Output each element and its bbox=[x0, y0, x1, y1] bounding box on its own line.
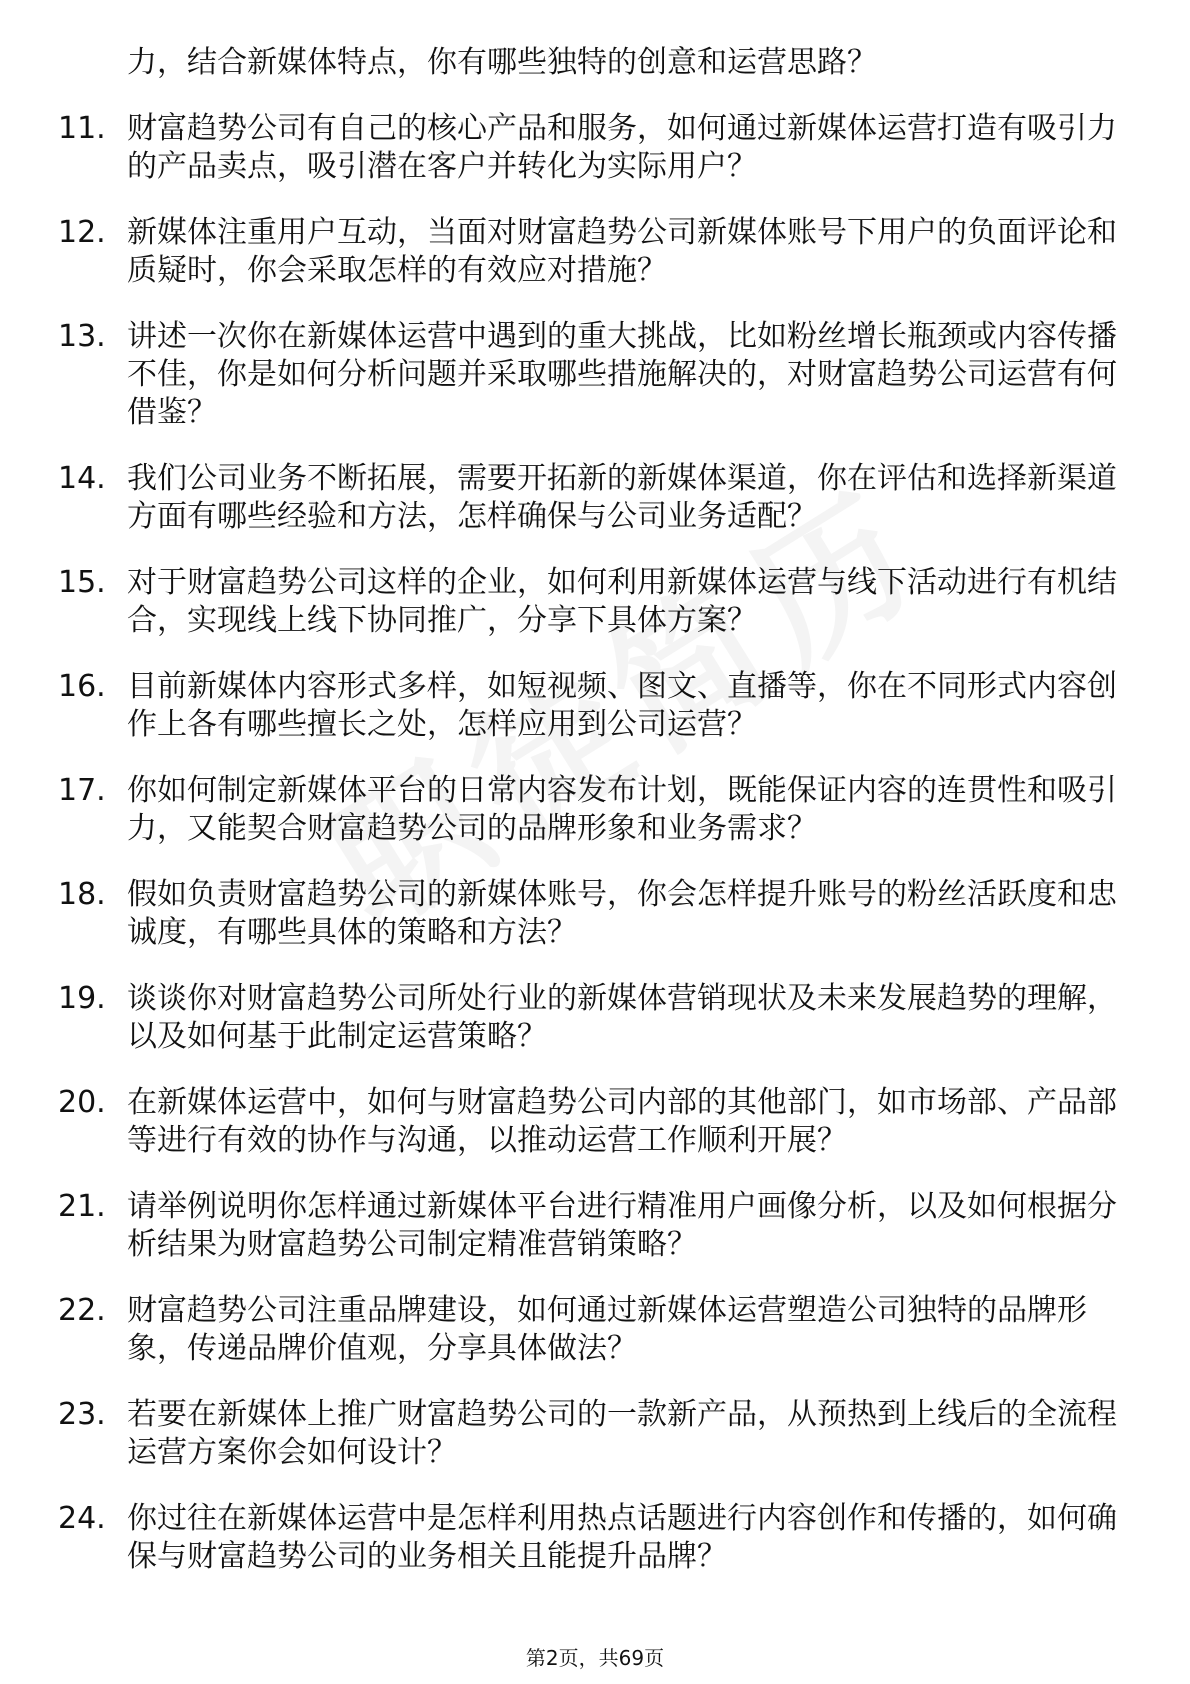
continuation-text: 力，结合新媒体特点，你有哪些独特的创意和运营思路？ bbox=[127, 45, 877, 80]
question-text: 你过往在新媒体运营中是怎样利用热点话题进行内容创作和传播的，如何确保与财富趋势公司的业务相关且能提升品牌？ bbox=[127, 1501, 1117, 1574]
question-item bbox=[0, 1500, 1190, 1576]
question-text: 对于财富趋势公司这样的企业，如何利用新媒体运营与线下活动进行有机结合，实现线上线下协同推广，分享下具体方案？ bbox=[127, 565, 1117, 638]
question-item bbox=[0, 214, 1190, 290]
question-number: 24. bbox=[58, 1501, 106, 1536]
question-text: 讲述一次你在新媒体运营中遇到的重大挑战，比如粉丝增长瓶颈或内容传播不佳，你是如何分析问题并采取哪些措施解决的，对财富趋势公司运营有何借鉴？ bbox=[127, 319, 1117, 430]
question-text: 假如负责财富趋势公司的新媒体账号，你会怎样提升账号的粉丝活跃度和忠诚度，有哪些具体的策略和方法？ bbox=[127, 877, 1117, 950]
question-number: 15. bbox=[58, 565, 106, 600]
question-text: 目前新媒体内容形式多样，如短视频、图文、直播等，你在不同形式内容创作上各有哪些擅长之处，怎样应用到公司运营？ bbox=[127, 669, 1117, 742]
question-item bbox=[0, 318, 1190, 432]
question-number: 21. bbox=[58, 1189, 106, 1224]
question-text: 你如何制定新媒体平台的日常内容发布计划，既能保证内容的连贯性和吸引力，又能契合财富趋势公司的品牌形象和业务需求？ bbox=[127, 773, 1117, 846]
question-text: 请举例说明你怎样通过新媒体平台进行精准用户画像分析，以及如何根据分析结果为财富趋势公司制定精准营销策略？ bbox=[127, 1189, 1117, 1262]
question-text: 我们公司业务不断拓展，需要开拓新的新媒体渠道，你在评估和选择新渠道方面有哪些经验和方法，怎样确保与公司业务适配？ bbox=[127, 461, 1117, 534]
question-number: 12. bbox=[58, 215, 106, 250]
question-text: 若要在新媒体上推广财富趋势公司的一款新产品，从预热到上线后的全流程运营方案你会如何设计？ bbox=[127, 1397, 1117, 1470]
question-item bbox=[0, 460, 1190, 536]
question-list bbox=[0, 44, 1190, 1576]
question-number: 16. bbox=[58, 669, 106, 704]
question-number: 20. bbox=[58, 1085, 106, 1120]
question-number: 11. bbox=[58, 111, 106, 146]
question-text: 财富趋势公司注重品牌建设，如何通过新媒体运营塑造公司独特的品牌形象，传递品牌价值观，分享具体做法？ bbox=[127, 1293, 1087, 1366]
question-item bbox=[0, 564, 1190, 640]
page-footer: 第2页，共69页 bbox=[525, 1646, 665, 1670]
question-item bbox=[0, 1396, 1190, 1472]
question-text: 在新媒体运营中，如何与财富趋势公司内部的其他部门，如市场部、产品部等进行有效的协作与沟通，以推动运营工作顺利开展？ bbox=[127, 1085, 1117, 1158]
question-text: 谈谈你对财富趋势公司所处行业的新媒体营销现状及未来发展趋势的理解，以及如何基于此制定运营策略？ bbox=[127, 981, 1117, 1054]
question-text: 财富趋势公司有自己的核心产品和服务，如何通过新媒体运营打造有吸引力的产品卖点，吸引潜在客户并转化为实际用户？ bbox=[127, 111, 1117, 184]
question-item bbox=[0, 980, 1190, 1056]
question-number: 19. bbox=[58, 981, 106, 1016]
question-number: 23. bbox=[58, 1397, 106, 1432]
question-number: 22. bbox=[58, 1293, 106, 1328]
question-item bbox=[0, 1188, 1190, 1264]
question-item bbox=[0, 1084, 1190, 1160]
question-number: 17. bbox=[58, 773, 106, 808]
question-item bbox=[0, 668, 1190, 744]
question-item bbox=[0, 110, 1190, 186]
question-number: 13. bbox=[58, 319, 106, 354]
question-item bbox=[0, 876, 1190, 952]
question-text: 新媒体注重用户互动，当面对财富趋势公司新媒体账号下用户的负面评论和质疑时，你会采取怎样的有效应对措施？ bbox=[127, 215, 1117, 288]
question-item bbox=[0, 772, 1190, 848]
question-number: 18. bbox=[58, 877, 106, 912]
question-item bbox=[0, 1292, 1190, 1368]
question-number: 14. bbox=[58, 461, 106, 496]
